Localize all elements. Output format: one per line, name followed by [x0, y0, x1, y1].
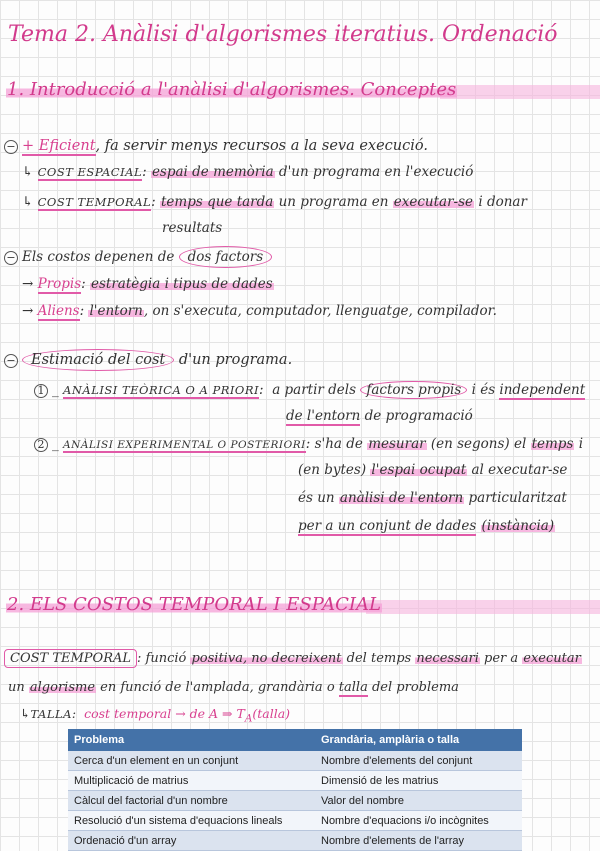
talla-end: (talla) [252, 706, 291, 721]
table-cell: Nombre d'elements de l'array [315, 831, 522, 851]
item2-line2-space: l'espai ocupat [371, 462, 467, 478]
definition-line2-a: un [8, 680, 25, 695]
item2-line2-c: al executar-se [471, 462, 568, 478]
minus-circle-icon: − [4, 354, 18, 368]
table-header-problem: Problema [68, 729, 315, 751]
cost-espacial-line: ↳ COST ESPACIAL: espai de memòria d'un programa en l'execució [22, 164, 474, 180]
table-row [68, 791, 522, 811]
item2-line3 [298, 490, 567, 506]
item2-line2-a: (en bytes) [298, 462, 367, 478]
item1-line2-underlined: de l'entorn [286, 408, 361, 424]
item2-text-c: i [578, 436, 584, 452]
definition-b: del temps [346, 651, 412, 666]
efficient-rest: , fa servir menys recursos a la seva execució. [95, 138, 428, 154]
heading-highlight-bar [440, 85, 600, 99]
item1-line: 1 _ ANÀLISI TEÒRICA O A PRIORI: a partir dels factors propis i és independent [34, 382, 585, 398]
props-text: estratègia i tipus de dades [91, 276, 273, 292]
table-row [68, 751, 522, 771]
cost-temporal-line: ↳ COST TEMPORAL: temps que tarda un programa en executar-se i donar [22, 194, 527, 210]
section2-heading-text: 2. ELS COSTOS TEMPORAL I ESPACIAL [7, 594, 381, 615]
definition-line: COST TEMPORAL : funció positiva, no decreixent del temps necessari per a executar [4, 651, 582, 666]
heading-highlight-bar [366, 600, 600, 614]
aliens-rest: , on s'executa, computador, llenguatge, compilador. [143, 303, 497, 319]
talla-line: ↳TALLA: cost temporal → de A ⇒ $T_A(talla)$ [20, 706, 291, 725]
definition-a: funció [145, 651, 187, 666]
item1-line2 [286, 408, 473, 424]
definition-line2-talla: talla [338, 680, 368, 695]
aliens-label: Aliens [37, 303, 80, 319]
definition-line2-b: en funció de l'amplada, grandària o [100, 680, 335, 695]
talla-text: cost temporal → de A ⇒ T [84, 706, 245, 721]
definition-highlight2: necessari [416, 651, 479, 666]
table-cell: Dimensió de les matrius [315, 771, 522, 791]
item2-line3-a: és un [298, 490, 335, 506]
section1-heading [6, 79, 457, 100]
item1-line2-rest: de programació [364, 408, 473, 424]
item1-independent: independent [499, 382, 586, 398]
definition-highlight1: positiva, no decreixent [191, 651, 342, 666]
table-cell: Ordenació d'un array [68, 831, 315, 851]
table-cell: Valor del nombre [315, 791, 522, 811]
item2-measure: mesurar [368, 436, 426, 452]
table-cell: Multiplicació de matrius [68, 771, 315, 791]
cost-temporal-end: i donar [478, 194, 527, 210]
item2-text-b: (en segons) el [430, 436, 527, 452]
item2-line3-highlight: anàlisi de l'entorn [339, 490, 464, 506]
table-cell: Càlcul del factorial d'un nombre [68, 791, 315, 811]
props-label: Propis [37, 276, 82, 292]
estimation-oval: Estimació del cost [22, 349, 174, 371]
item2-line: 2 _ ANÀLISI EXPERIMENTAL O POSTERIORI: s'ha de mesurar (en segons) el temps i [34, 436, 583, 452]
item2-line3-b: particularitzat [468, 490, 567, 506]
right-arrow-icon: → [22, 276, 38, 292]
item2-text-a: s'ha de [314, 436, 363, 452]
item2-label: ANÀLISI EXPERIMENTAL O POSTERIORI [63, 439, 306, 451]
two-factors-oval: dos factors [179, 246, 273, 268]
item1-oval: factors propis [360, 381, 467, 399]
table-cell: Nombre d'equacions i/o incògnites [315, 811, 522, 831]
cost-temporal-line2: resultats [162, 220, 223, 236]
item2-line2 [298, 462, 567, 478]
item2-line4-a: per a un conjunt de dades [298, 518, 477, 534]
talla-subscript: A [244, 712, 253, 725]
cost-temporal-highlight: temps que tarda [161, 194, 274, 210]
corner-arrow-icon: ↳ [22, 194, 38, 210]
item2-line4-instance: (instància) [481, 518, 555, 534]
table-header-size: Grandària, amplària o talla [315, 729, 522, 751]
item1-label: ANÀLISI TEÒRICA O A PRIORI [63, 383, 260, 397]
cost-espacial-rest: d'un programa en l'execució [278, 164, 474, 180]
aliens-highlight: l'entorn [89, 303, 143, 319]
item2-line4 [298, 518, 555, 534]
cost-temporal-mid: un programa en [278, 194, 389, 210]
estimation-line [4, 352, 292, 368]
estimation-rest: d'un programa. [178, 352, 293, 368]
definition-line2 [8, 680, 459, 695]
item1-text-b: i és [471, 382, 496, 398]
table-row [68, 811, 522, 831]
table-row [68, 771, 522, 791]
aliens-line: → Aliens: l'entorn, on s'executa, computador, llenguatge, compilador. [22, 303, 497, 319]
corner-arrow-icon: ↳ [20, 706, 31, 721]
page-title: Tema 2. Anàlisi d'algorismes iteratius. Ordenació [8, 22, 558, 47]
definition-highlight3: executar [523, 651, 581, 666]
definition-line2-c: del problema [371, 680, 459, 695]
problem-size-table [68, 729, 522, 851]
item2-number: 2 [34, 438, 48, 452]
right-arrow-icon: → [22, 303, 38, 319]
talla-label: TALLA [30, 707, 72, 721]
table-cell: Cerca d'un element en un conjunt [68, 751, 315, 771]
section2-heading [6, 594, 382, 615]
minus-circle-icon: − [4, 251, 18, 265]
costs-depend-line [4, 249, 272, 265]
costs-depend-prefix: Els costos depenen de [22, 249, 175, 265]
minus-circle-icon: − [4, 140, 18, 154]
item1-text-a: a partir dels [272, 382, 357, 398]
cost-temporal-box: COST TEMPORAL [4, 649, 137, 668]
cost-temporal-label: COST TEMPORAL [37, 195, 152, 209]
efficient-term: + Eficient [22, 138, 96, 154]
cost-espacial-highlight: espai de memòria [151, 164, 274, 180]
table-cell: Nombre d'elements del conjunt [315, 751, 522, 771]
item1-number: 1 [34, 384, 48, 398]
definition-c: per a [484, 651, 519, 666]
section1-heading-text: 1. Introducció a l'anàlisi d'algorismes. Conceptes [7, 79, 457, 100]
efficient-line [4, 138, 428, 154]
definition-line2-highlight: algorisme [29, 680, 96, 695]
item2-time: temps [531, 436, 574, 452]
table-cell: Resolució d'un sistema d'equacions lineals [68, 811, 315, 831]
props-line: → Propis: estratègia i tipus de dades [22, 276, 273, 292]
cost-temporal-highlight2: executar-se [393, 194, 474, 210]
corner-arrow-icon: ↳ [22, 164, 38, 180]
table-header-row [68, 729, 522, 751]
cost-espacial-label: COST ESPACIAL [37, 165, 143, 179]
